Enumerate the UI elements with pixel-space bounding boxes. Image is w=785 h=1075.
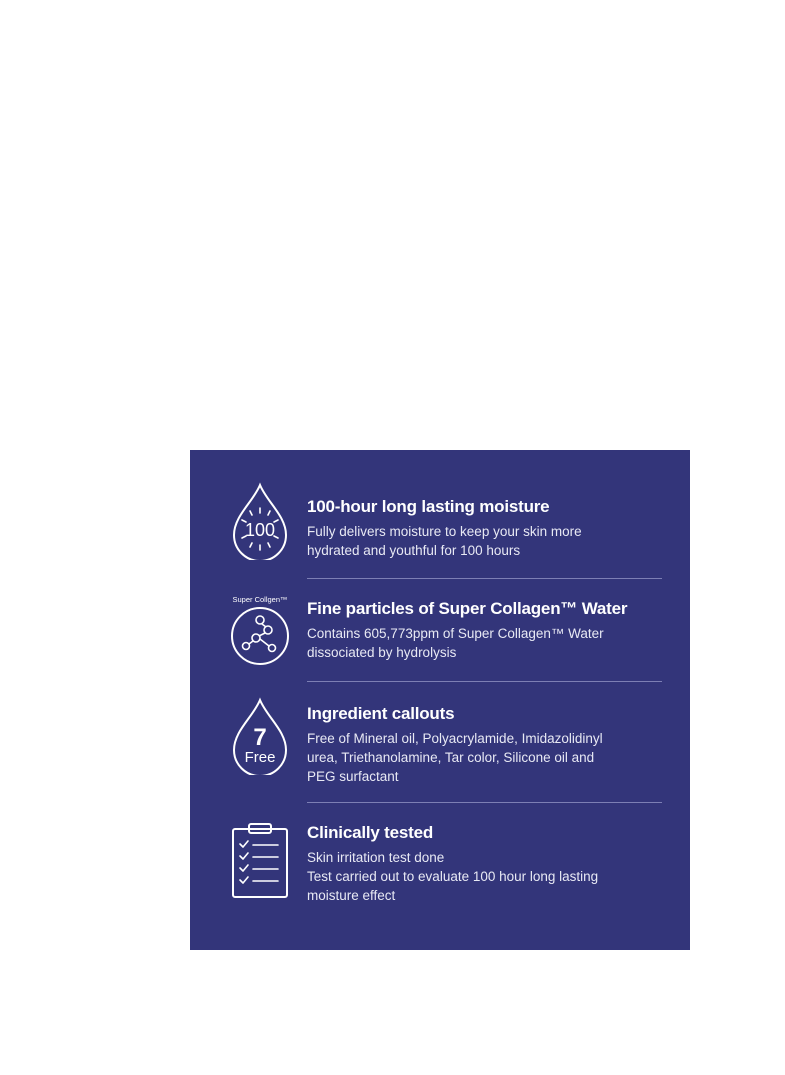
feature-title: Fine particles of Super Collagen™ Water <box>307 599 628 618</box>
drop-100-icon <box>220 480 300 560</box>
molecule-icon <box>220 590 300 670</box>
feature-title: Ingredient callouts <box>307 704 455 723</box>
drop-7-number: 7 <box>253 724 267 751</box>
divider <box>307 802 662 803</box>
feature-title: Clinically tested <box>307 823 434 842</box>
divider <box>307 681 662 682</box>
clipboard-checklist-icon <box>220 820 300 900</box>
feature-description: Fully delivers moisture to keep your skin more hydrated and youthful for 100 hours <box>307 524 582 558</box>
feature-description: Free of Mineral oil, Polyacrylamide, Imidazolidinyl urea, Triethanolamine, Tar color, Silicone oil and PEG surfactant <box>307 731 603 784</box>
divider <box>307 578 662 579</box>
drop-7-free-label: Free <box>244 749 276 766</box>
drop-100-label: 100 <box>244 520 276 540</box>
feature-description: Skin irritation test done Test carried out to evaluate 100 hour long lasting moisture effect <box>307 850 599 903</box>
molecule-icon-label: Super Collgen™ <box>232 595 288 604</box>
feature-title: 100-hour long lasting moisture <box>307 497 550 516</box>
feature-description: Contains 605,773ppm of Super Collagen™ Water dissociated by hydrolysis <box>307 626 604 660</box>
drop-7-free-icon <box>220 695 300 775</box>
feature-panel <box>190 450 690 950</box>
